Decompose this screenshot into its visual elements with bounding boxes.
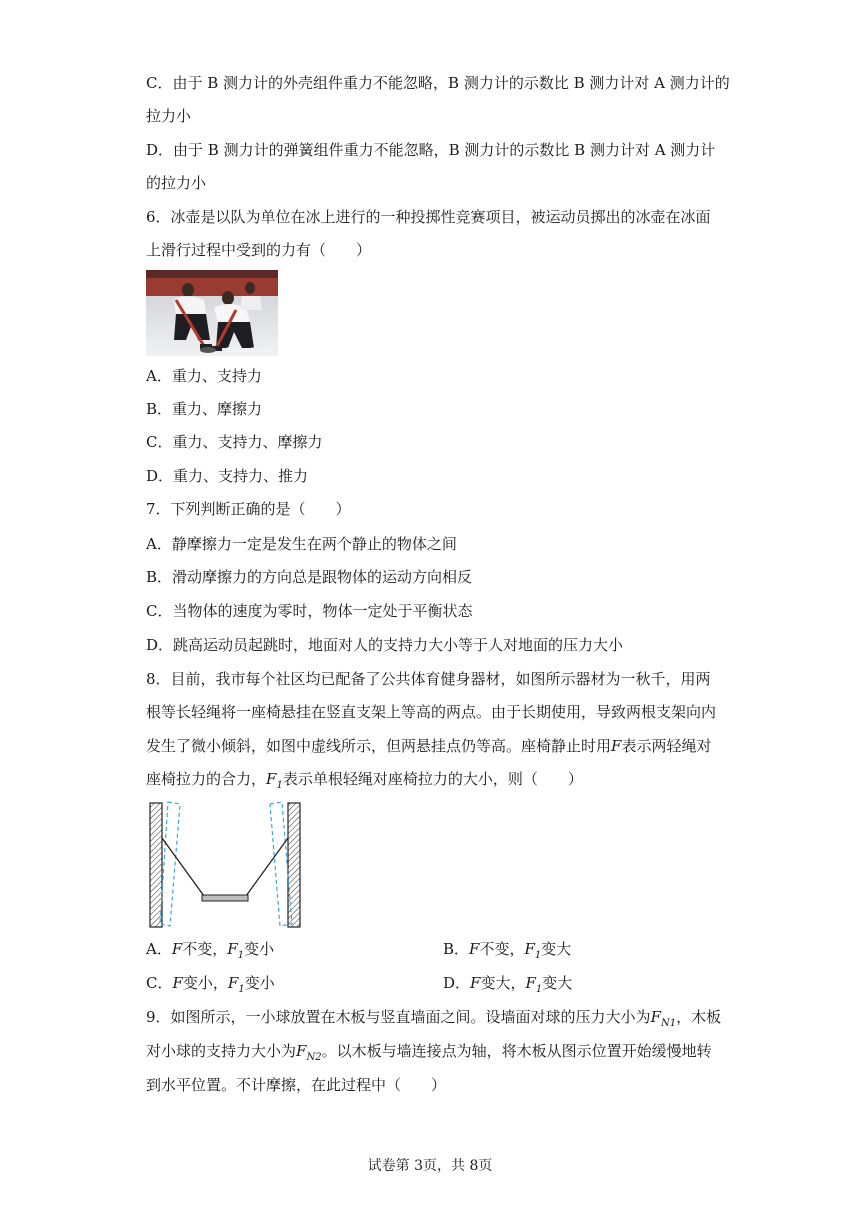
- q7-option-a: A．静摩擦力一定是发生在两个静止的物体之间: [146, 535, 457, 553]
- q7-option-c: C．当物体的速度为零时，物体一定处于平衡状态: [146, 602, 473, 620]
- q8-option-c: [146, 973, 726, 1000]
- q7-stem: 7．下列判断正确的是（ ）: [146, 500, 351, 518]
- q9-stem-line1-text-b: ，木板: [676, 1008, 722, 1026]
- q8-option-d: [443, 973, 572, 1000]
- q8-stem-line3: [146, 736, 726, 756]
- q8-option-c-f1: F: [227, 974, 239, 992]
- q8-option-b-sub: 1: [534, 950, 542, 961]
- q8-option-d-sub: 1: [535, 984, 543, 995]
- q8-symbol-f: F: [611, 737, 622, 755]
- swing-diagram: [146, 800, 306, 934]
- q8-option-d-f: F: [470, 974, 481, 992]
- q8-option-d-mid: 变大，: [480, 974, 526, 992]
- q8-option-c-f: F: [172, 974, 183, 992]
- q9-stem-line1-text: 9．如图所示，一小球放置在木板与竖直墙面之间。设墙面对球的压力大小为: [146, 1008, 651, 1026]
- q8-stem-line4-text: 座椅拉力的合力，: [146, 770, 267, 788]
- q7-option-d: D．跳高运动员起跳时，地面对人的支持力大小等于人对地面的压力大小: [146, 636, 624, 654]
- q8-stem-line3-text: 发生了微小倾斜，如图中虚线所示，但两悬挂点仍等高。座椅静止时用: [146, 737, 612, 755]
- q8-option-b-prefix: B．: [443, 940, 470, 958]
- q8-symbol-f1: F: [266, 770, 277, 788]
- q9-symbol-fn1: F: [650, 1008, 661, 1026]
- photo-watermark: ZhiXue5.com: [226, 346, 273, 354]
- q8-option-d-post: 变大: [542, 974, 573, 992]
- q9-stem-line2-text: 对小球的支持力大小为: [146, 1042, 297, 1060]
- q8-option-a-prefix: A．: [146, 940, 172, 958]
- q6-option-c: C．重力、支持力、摩擦力: [146, 433, 323, 451]
- q9-stem-line2-text-b: 。以木板与墙连接点为轴，将木板从图示位置开始缓慢地转: [321, 1042, 712, 1060]
- q8-stem-line4: [146, 769, 726, 796]
- q8-option-c-mid: 变小，: [182, 974, 228, 992]
- q8-option-a: [146, 939, 726, 966]
- q9-stem-line2: [146, 1041, 726, 1068]
- q8-option-d-prefix: D．: [443, 974, 471, 992]
- q5-option-d-line1: D．由于 B 测力计的弹簧组件重力不能忽略，B 测力计的示数比 B 测力计对 A 测力计: [146, 141, 716, 159]
- q8-option-a-post: 变小: [244, 940, 275, 958]
- q8-option-b-f1: F: [524, 940, 535, 958]
- q8-option-c-post: 变小: [244, 974, 275, 992]
- page-footer: 试卷第 3页，共 8页: [367, 1158, 493, 1174]
- q6-option-d: D．重力、支持力、推力: [146, 467, 309, 485]
- q8-option-a-mid: 不变，: [182, 940, 228, 958]
- q8-option-a-f1: F: [227, 940, 238, 958]
- q8-stem-line3-text-b: 表示两轻绳对: [621, 737, 712, 755]
- q6-option-a: A．重力、支持力: [146, 367, 262, 385]
- q8-option-c-sub: 1: [238, 984, 245, 995]
- q9-symbol-fn1-sub: N1: [660, 1018, 677, 1029]
- q8-symbol-f1-sub: 1: [276, 780, 283, 791]
- q8-stem-line2: 根等长轻绳将一座椅悬挂在竖直支架上等高的两点。由于长期使用，导致两根支架向内: [146, 703, 717, 721]
- q8-option-b: [443, 939, 571, 966]
- q8-option-b-post: 变大: [541, 940, 572, 958]
- q8-option-a-sub: 1: [237, 950, 245, 961]
- q9-symbol-fn2-sub: N2: [306, 1052, 322, 1063]
- q8-option-b-mid: 不变，: [479, 940, 525, 958]
- q5-option-c-line2: 拉力小: [146, 107, 192, 125]
- q7-option-b: B．滑动摩擦力的方向总是跟物体的运动方向相反: [146, 568, 473, 586]
- q6-stem-line1: 6．冰壶是以队为单位在冰上进行的一种投掷性竞赛项目，被运动员掷出的冰壶在冰面: [146, 208, 711, 226]
- q8-option-a-f: F: [171, 940, 183, 958]
- curling-photo: [146, 270, 278, 356]
- q8-option-c-prefix: C．: [146, 974, 173, 992]
- q8-stem-line1: 8．目前，我市每个社区均已配备了公共体育健身器材，如图所示器材为一秋千，用两: [146, 670, 711, 688]
- q8-option-d-f1: F: [525, 974, 536, 992]
- q6-stem-line2: 上滑行过程中受到的力有（ ）: [146, 241, 372, 259]
- q9-symbol-fn2: F: [296, 1042, 307, 1060]
- q6-option-b: B．重力、摩擦力: [146, 400, 263, 418]
- q8-stem-line4-text-b: 表示单根轻绳对座椅拉力的大小，则（ ）: [282, 770, 583, 788]
- q5-option-d-line2: 的拉力小: [146, 174, 207, 192]
- q9-stem-line3: 到水平位置。不计摩擦，在此过程中（ ）: [146, 1076, 447, 1094]
- q5-option-c-line1: C．由于 B 测力计的外壳组件重力不能忽略，B 测力计的示数比 B 测力计对 A 测力计的: [146, 74, 730, 92]
- q9-stem-line1: [146, 1007, 726, 1034]
- q8-option-b-f: F: [469, 940, 480, 958]
